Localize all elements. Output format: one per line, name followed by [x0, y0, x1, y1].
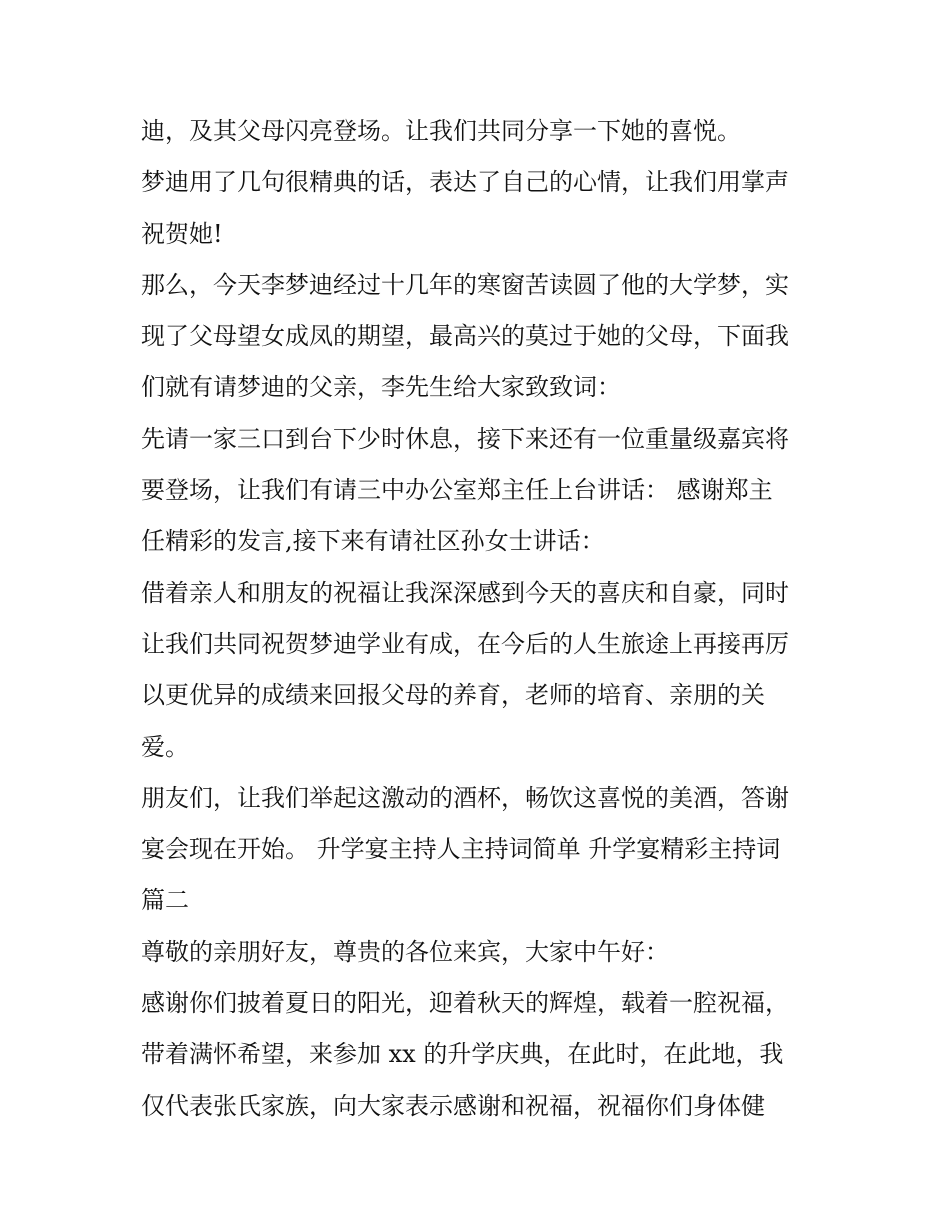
text-line: 借着亲人和朋友的祝福让我深深感到今天的喜庆和自豪，同时	[141, 578, 789, 607]
document-body	[141, 106, 821, 1132]
text-line: 让我们共同祝贺梦迪学业有成，在今后的人生旅途上再接再厉	[141, 629, 789, 658]
text-line: 梦迪用了几句很精典的话，表达了自己的心情，让我们用掌声	[141, 168, 789, 197]
text-line: 迪，及其父母闪亮登场。让我们共同分享一下她的喜悦。	[141, 117, 741, 145]
text-line: 要登场，让我们有请三中办公室郑主任上台讲话： 感谢郑主	[141, 476, 773, 505]
text-line: 们就有请梦迪的父亲，李先生给大家致致词：	[141, 373, 621, 402]
text-line: 带着满怀希望，来参加 xx 的升学庆典，在此时，在此地，我	[141, 1040, 784, 1069]
text-line: 爱。	[141, 732, 189, 761]
text-line: 宴会现在开始。 升学宴主持人主持词简单 升学宴精彩主持词	[141, 835, 781, 864]
text-line: 先请一家三口到台下少时休息，接下来还有一位重量级嘉宾将	[141, 424, 789, 453]
text-line: 仅代表张氏家族，向大家表示感谢和祝福，祝福你们身体健	[141, 1091, 765, 1120]
text-line: 感谢你们披着夏日的阳光，迎着秋天的辉煌，载着一腔祝福，	[141, 989, 789, 1018]
text-line: 尊敬的亲朋好友，尊贵的各位来宾，大家中午好：	[141, 937, 669, 966]
text-line: 任精彩的发言,接下来有请社区孙女士讲话：	[141, 527, 605, 556]
text-line: 以更优异的成绩来回报父母的养育，老师的培育、亲朋的关	[141, 681, 765, 710]
text-line: 祝贺她!	[141, 219, 223, 248]
text-line: 现了父母望女成凤的期望，最高兴的莫过于她的父母，下面我	[141, 322, 789, 351]
text-line: 那么，今天李梦迪经过十几年的寒窗苦读圆了他的大学梦，实	[141, 270, 789, 299]
text-line: 朋友们，让我们举起这激动的酒杯，畅饮这喜悦的美酒，答谢	[141, 783, 789, 812]
section-heading: 篇二	[141, 886, 189, 915]
